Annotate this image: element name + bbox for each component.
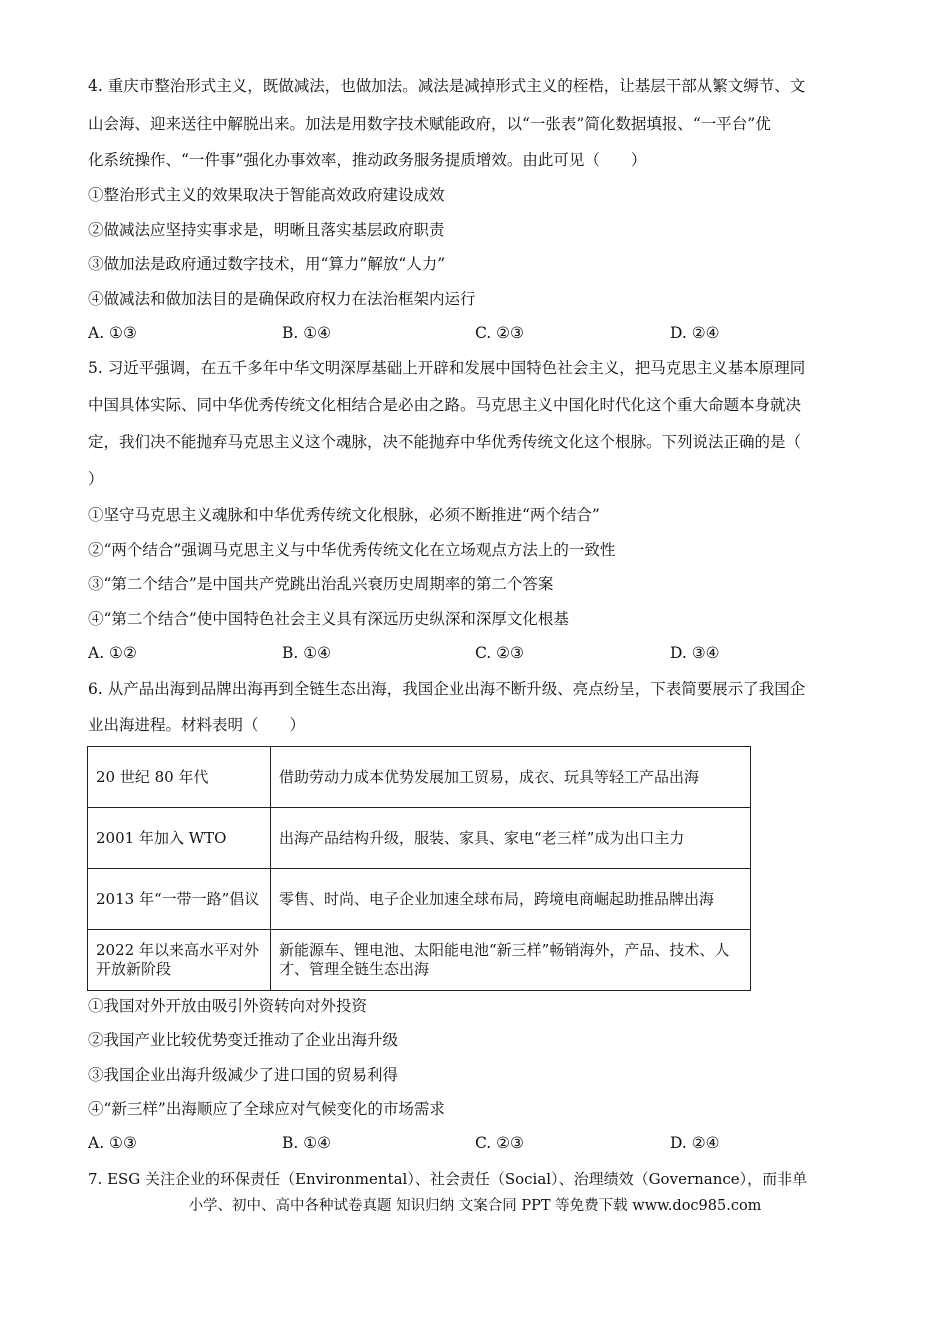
q6-statement-2: ②我国产业比较优势变迁推动了企业出海升级 (88, 1031, 399, 1049)
q5-option-b[interactable]: B. ①④ (282, 644, 332, 662)
q4-statement-4: ④做减法和做加法目的是确保政府权力在法治框架内运行 (88, 290, 476, 308)
q4-option-d[interactable]: D. ②④ (670, 324, 720, 342)
q4-stem-line-3: 化系统操作、“一件事”强化办事效率，推动政务服务提质增效。由此可见（ ） (88, 151, 647, 169)
q4-option-c[interactable]: C. ②③ (475, 324, 524, 342)
q6-option-d[interactable]: D. ②④ (670, 1134, 720, 1152)
q5-option-a[interactable]: A. ①② (88, 644, 137, 662)
q6-option-b[interactable]: B. ①④ (282, 1134, 332, 1152)
table-period-cell: 2001 年加入 WTO (88, 808, 271, 869)
q5-stem-line-3: 定，我们决不能抛弃马克思主义这个魂脉，决不能抛弃中华优秀传统文化这个根脉。下列说法正确的是（ (88, 433, 802, 451)
q5-statement-1: ①坚守马克思主义魂脉和中华优秀传统文化根脉，必须不断推进“两个结合” (88, 506, 600, 524)
table-desc-cell: 出海产品结构升级，服装、家具、家电“老三样”成为出口主力 (271, 808, 751, 869)
table-period-cell: 20 世纪 80 年代 (88, 747, 271, 808)
q5-statement-2: ②“两个结合”强调马克思主义与中华优秀传统文化在立场观点方法上的一致性 (88, 541, 616, 559)
q6-statement-1: ①我国对外开放由吸引外资转向对外投资 (88, 997, 368, 1015)
q4-statement-2: ②做减法应坚持实事求是，明晰且落实基层政府职责 (88, 221, 445, 239)
q6-option-a[interactable]: A. ①③ (88, 1134, 137, 1152)
q6-stem-line-2: 业出海进程。材料表明（ ） (88, 716, 306, 734)
q6-statement-4: ④“新三样”出海顺应了全球应对气候变化的市场需求 (88, 1100, 445, 1118)
table-desc-cell: 新能源车、锂电池、太阳能电池“新三样”畅销海外，产品、技术、人才、管理全链生态出海 (271, 930, 751, 991)
table-period-cell: 2022 年以来高水平对外开放新阶段 (88, 930, 271, 991)
q6-material-table (87, 746, 751, 991)
table-row (88, 930, 751, 991)
q4-option-b[interactable]: B. ①④ (282, 324, 332, 342)
q4-stem-line-1: 4. 重庆市整治形式主义，既做减法，也做加法。减法是减掉形式主义的桎梏，让基层干部从繁文缛节、文 (88, 77, 806, 95)
q7-stem-line-1: 7. ESG 关注企业的环保责任（Environmental）、社会责任（Social）、治理绩效（Governance），而非单 (88, 1170, 808, 1188)
q6-options (88, 1133, 868, 1153)
q6-stem-line-1: 6. 从产品出海到品牌出海再到全链生态出海，我国企业出海不断升级、亮点纷呈，下表简要展示了我国企 (88, 680, 806, 698)
page-footer: 小学、初中、高中各种试卷真题 知识归纳 文案合同 PPT 等免费下载 www.doc985.com (188, 1198, 762, 1214)
table-period-cell: 2013 年“一带一路”倡议 (88, 869, 271, 930)
table-row (88, 808, 751, 869)
q5-stem-line-4: ） (88, 470, 104, 488)
q4-statement-3: ③做加法是政府通过数字技术，用“算力”解放“人力” (88, 255, 446, 273)
table-row (88, 869, 751, 930)
q4-statement-1: ①整治形式主义的效果取决于智能高效政府建设成效 (88, 186, 445, 204)
q5-stem-line-2: 中国具体实际、同中华优秀传统文化相结合是必由之路。马克思主义中国化时代化这个重大命题本身就决 (88, 396, 802, 414)
q5-statement-3: ③“第二个结合”是中国共产党跳出治乱兴衰历史周期率的第二个答案 (88, 575, 554, 593)
q4-stem-line-2: 山会海、迎来送往中解脱出来。加法是用数字技术赋能政府，以“一张表”简化数据填报、“一平台”优 (88, 115, 771, 133)
q4-option-a[interactable]: A. ①③ (88, 324, 137, 342)
q6-statement-3: ③我国企业出海升级减少了进口国的贸易利得 (88, 1066, 399, 1084)
q5-options (88, 643, 868, 663)
q5-statement-4: ④“第二个结合”使中国特色社会主义具有深远历史纵深和深厚文化根基 (88, 610, 569, 628)
q5-option-d[interactable]: D. ③④ (670, 644, 720, 662)
table-desc-cell: 借助劳动力成本优势发展加工贸易，成衣、玩具等轻工产品出海 (271, 747, 751, 808)
table-desc-cell: 零售、时尚、电子企业加速全球布局，跨境电商崛起助推品牌出海 (271, 869, 751, 930)
table-row (88, 747, 751, 808)
q4-options (88, 323, 868, 343)
q5-stem-line-1: 5. 习近平强调，在五千多年中华文明深厚基础上开辟和发展中国特色社会主义，把马克思主义基本原理同 (88, 359, 806, 377)
q6-option-c[interactable]: C. ②③ (475, 1134, 524, 1152)
q5-option-c[interactable]: C. ②③ (475, 644, 524, 662)
